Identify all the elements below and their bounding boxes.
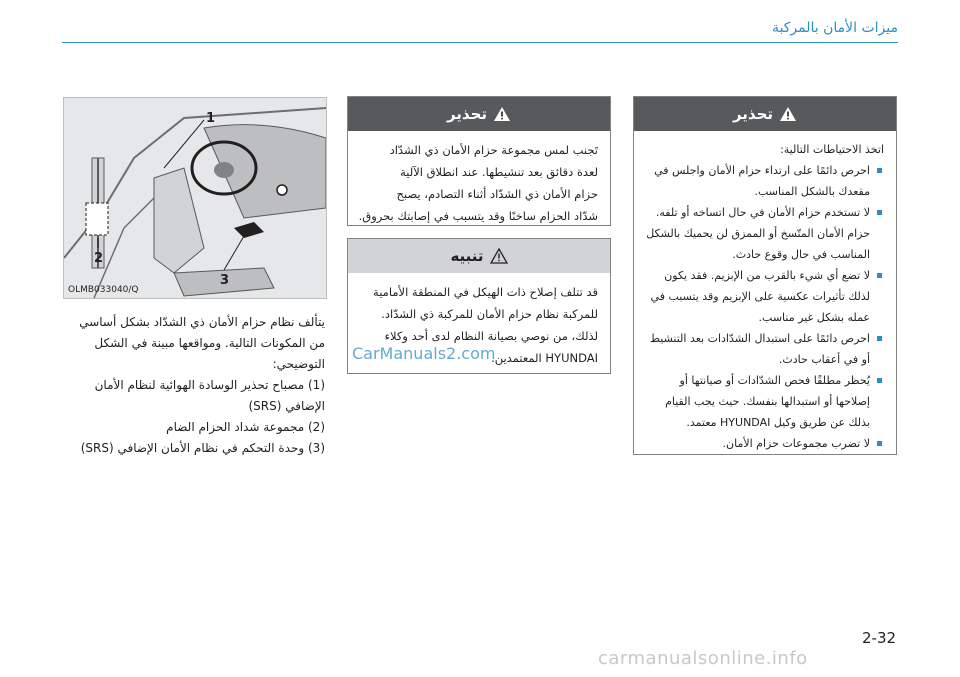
warning-title: تحذير xyxy=(732,105,774,123)
caution-header xyxy=(348,239,610,273)
warning-text xyxy=(634,131,896,462)
component-item-2 xyxy=(63,417,325,438)
section-title: ميزات الأمان بالمركبة xyxy=(772,20,898,36)
warning-triangle-icon xyxy=(779,106,797,122)
warning-intro: اتخذ الاحتياطات التالية: xyxy=(780,143,884,156)
caution-line: لذلك، من نوصي بصيانة النظام لدى أحد وكلاء xyxy=(384,329,598,343)
caution-line: HYUNDAI المعتمدين. xyxy=(491,351,598,365)
warning-triangle-icon xyxy=(493,106,511,122)
figure-code: OLMB033040/Q xyxy=(68,285,139,295)
warning-header xyxy=(348,97,610,131)
item-text: وحدة التحكم في نظام الأمان الإضافي (SRS) xyxy=(80,441,305,455)
warning-line: تَجنب لمس مجموعة حزام الأمان ذي الشدّاد xyxy=(389,143,598,157)
warning-text xyxy=(348,131,610,235)
watermark-carmanuals2: CarManuals2.com xyxy=(352,344,496,363)
caution-title: تنبيه xyxy=(450,247,484,265)
caution-line: قد تتلف إصلاح ذات الهيكل في المنطقة الأمامية xyxy=(373,285,598,299)
component-item-3 xyxy=(63,438,325,459)
warning-header xyxy=(634,97,896,131)
callout-3: 3 xyxy=(220,273,230,288)
warning-box-hot-pretensioner xyxy=(347,96,611,226)
item-text: مصباح تحذير الوسادة الهوائية لنظام الأمان الإضافي (SRS) xyxy=(94,378,325,413)
page-number: 2-32 xyxy=(862,629,897,647)
list-item: لا تضع أي شيء بالقرب من الإبزيم. فقد يكون لذلك تأثيرات عكسية على الإبزيم وقد يتسبب في عمله بشكل غير مناسب. xyxy=(644,265,884,328)
item-number: (1) xyxy=(307,378,325,392)
list-item: يُحظر مطلقًا فحص الشدّادات أو صيانتها أو إصلاحها أو استبدالها بنفسك. حيث يجب القيام بذلك عن طريق وكيل HYUNDAI معتمد. xyxy=(644,370,884,433)
warning-box-precautions xyxy=(633,96,897,455)
caution-line: للمركبة نظام حزام الأمان للمركبة ذي الشدّاد. xyxy=(381,307,598,321)
component-item-1 xyxy=(63,375,325,417)
list-item: احرص دائمًا على ارتداء حزام الأمان واجلس في مقعدك بالشكل المناسب. xyxy=(644,160,884,202)
watermark-carmanualsonline: carmanualsonline.info xyxy=(598,648,808,669)
precaution-list xyxy=(644,160,884,454)
component-description xyxy=(63,312,325,459)
caution-triangle-icon xyxy=(490,248,508,264)
warning-line: حزام الأمان ذي الشدّاد أثناء التصادم، يصبح xyxy=(396,187,598,201)
callout-1: 1 xyxy=(206,111,216,126)
warning-line: شدّاد الحزام ساخنًا وقد يتسبب في إصابتك بحروق. xyxy=(358,209,598,223)
warning-line: لعدة دقائق بعد تنشيطها. عند انطلاق الآلية xyxy=(400,165,598,179)
item-number: (2) xyxy=(307,420,325,434)
warning-title: تحذير xyxy=(446,105,488,123)
header-divider xyxy=(62,42,898,43)
seatbelt-pretensioner-illustration xyxy=(63,97,327,299)
list-item: لا تضرب مجموعات حزام الأمان. xyxy=(644,433,884,454)
car-interior-drawing xyxy=(64,98,326,298)
callout-2: 2 xyxy=(94,251,104,266)
list-item: لا تستخدم حزام الأمان في حال اتساخه أو تلفه. حزام الأمان المتّسخ أو الممزق لن يحميك بالشكل المناسب في حال وقوع حادث. xyxy=(644,202,884,265)
list-item: احرص دائمًا على استبدال الشدّادات بعد التنشيط أو في أعقاب حادث. xyxy=(644,328,884,370)
item-text: مجموعة شداد الحزام الضام xyxy=(166,420,305,434)
description-intro: يتألف نظام حزام الأمان ذي الشدّاد بشكل أساسي من المكونات التالية. ومواقعها مبينة في الشكل التوضيحي: xyxy=(79,315,325,371)
item-number: (3) xyxy=(307,441,325,455)
